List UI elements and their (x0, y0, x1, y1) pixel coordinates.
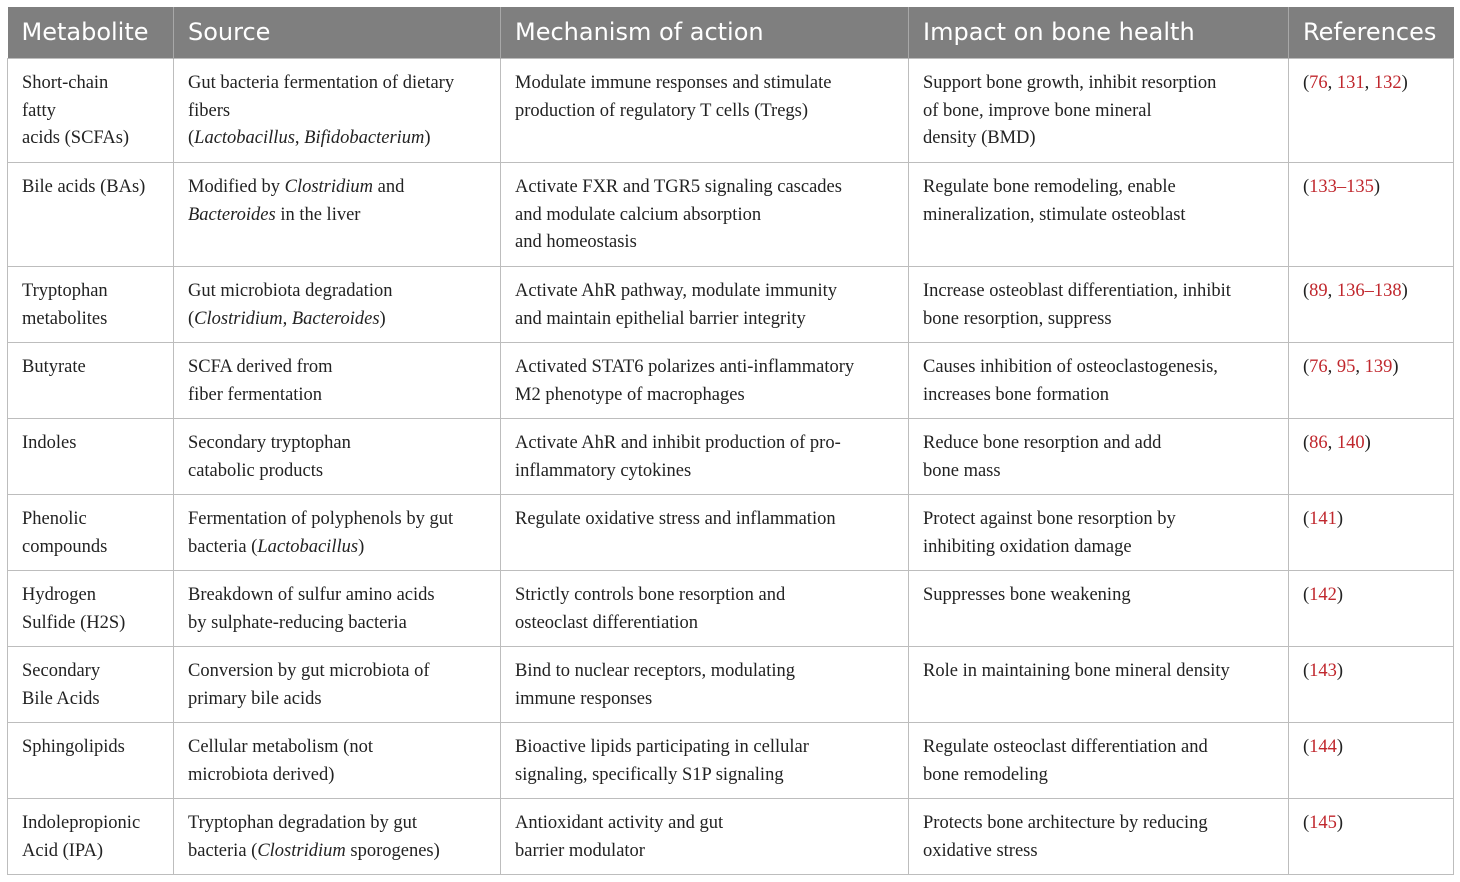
impact-line: mineralization, stimulate osteoblast (923, 204, 1186, 225)
cell-metabolite (8, 267, 174, 343)
cell-impact (909, 571, 1289, 647)
reference-link[interactable]: 142 (1309, 585, 1337, 605)
mechanism-line: Activated STAT6 polarizes anti-inflammatory (515, 357, 855, 377)
reference-link[interactable]: 144 (1309, 737, 1337, 757)
table-row (8, 343, 1454, 419)
source-line (188, 202, 492, 230)
impact-line: bone resorption, suppress (923, 308, 1112, 329)
cell-impact (909, 267, 1289, 343)
cell-mechanism (501, 495, 909, 571)
cell-mechanism (501, 571, 909, 647)
reference-link[interactable]: 133–135 (1309, 177, 1374, 197)
metabolite-line: acids (SCFAs) (22, 128, 130, 148)
impact-line: inhibiting oxidation damage (923, 536, 1132, 557)
ref-separator: , (1355, 357, 1365, 377)
cell-source (174, 799, 501, 875)
paren-open: ( (1303, 737, 1310, 757)
cell-metabolite (8, 799, 174, 875)
mechanism-line: Strictly controls bone resorption and (515, 585, 786, 605)
taxon-name: Bifidobacterium (304, 128, 425, 148)
source-text: microbiota derived) (188, 764, 335, 785)
source-line (188, 430, 492, 458)
impact-line: bone mass (923, 460, 1001, 481)
cell-metabolite (8, 647, 174, 723)
mechanism-line: immune responses (515, 688, 653, 709)
table-body (8, 59, 1454, 875)
mechanism-line: Bioactive lipids participating in cellular (515, 737, 809, 757)
source-text: SCFA derived from (188, 357, 333, 377)
mechanism-line: Activate AhR pathway, modulate immunity (515, 281, 837, 301)
mechanism-line: production of regulatory T cells (Tregs) (515, 100, 809, 121)
cell-source (174, 163, 501, 267)
metabolite-line: compounds (22, 536, 108, 557)
source-line (188, 810, 492, 838)
taxon-name: Lactobacillus (194, 128, 295, 148)
metabolite-line: Phenolic (22, 509, 87, 529)
impact-line: increases bone formation (923, 384, 1109, 405)
cell-mechanism (501, 647, 909, 723)
metabolite-line: Short-chain (22, 73, 109, 93)
mechanism-line: Regulate oxidative stress and inflammation (515, 509, 836, 529)
metabolite-line: Sphingolipids (22, 737, 125, 757)
impact-line: Regulate osteoclast differentiation and (923, 737, 1208, 757)
source-text: fiber fermentation (188, 384, 323, 405)
mechanism-line: osteoclast differentiation (515, 612, 699, 633)
source-line (188, 382, 492, 410)
mechanism-line: Activate AhR and inhibit production of pro- (515, 433, 841, 453)
cell-references (1289, 59, 1454, 163)
cell-impact (909, 799, 1289, 875)
source-line (188, 762, 492, 790)
source-text: sporogenes) (345, 840, 440, 861)
cell-source (174, 343, 501, 419)
cell-references (1289, 343, 1454, 419)
mechanism-line: Modulate immune responses and stimulate (515, 73, 832, 93)
paren-open: ( (1303, 585, 1310, 605)
ref-separator: , (1327, 281, 1337, 301)
cell-metabolite (8, 723, 174, 799)
cell-source (174, 647, 501, 723)
taxon-name: Bacteroides (188, 204, 276, 225)
source-text: bacteria ( (188, 840, 258, 861)
mechanism-line: and homeostasis (515, 232, 637, 252)
impact-line: Support bone growth, inhibit resorption (923, 73, 1217, 93)
source-text: fibers (188, 100, 231, 121)
metabolite-line: Sulfide (H2S) (22, 612, 126, 633)
reference-link[interactable]: 132 (1373, 73, 1402, 93)
metabolite-line: Secondary (22, 661, 101, 681)
source-line (188, 658, 492, 686)
reference-link[interactable]: 86 (1309, 433, 1328, 453)
source-text: Conversion by gut microbiota of (188, 661, 430, 681)
impact-line: Protect against bone resorption by (923, 509, 1176, 529)
taxon-name: Clostridium (284, 177, 374, 197)
source-line (188, 582, 492, 610)
cell-source (174, 419, 501, 495)
mechanism-line: Bind to nuclear receptors, modulating (515, 661, 795, 681)
source-text: Gut bacteria fermentation of dietary (188, 73, 455, 93)
table-row (8, 163, 1454, 267)
impact-line: of bone, improve bone mineral (923, 100, 1152, 121)
source-line (188, 278, 492, 306)
cell-source (174, 495, 501, 571)
impact-line: oxidative stress (923, 840, 1038, 861)
cell-source (174, 571, 501, 647)
metabolite-line: Butyrate (22, 357, 86, 377)
cell-metabolite (8, 495, 174, 571)
cell-metabolite (8, 419, 174, 495)
mechanism-line: signaling, specifically S1P signaling (515, 764, 784, 785)
source-line (188, 610, 492, 638)
cell-mechanism (501, 163, 909, 267)
source-text: Tryptophan degradation by gut (188, 813, 418, 833)
reference-link[interactable]: 141 (1309, 509, 1337, 529)
source-text: in the liver (275, 204, 361, 225)
metabolite-line: Bile acids (BAs) (22, 177, 146, 197)
table-row (8, 647, 1454, 723)
source-line (188, 125, 492, 153)
paren-close: ) (1336, 585, 1344, 605)
table-row (8, 571, 1454, 647)
source-text: Breakdown of sulfur amino acids (188, 585, 435, 605)
cell-mechanism (501, 799, 909, 875)
cell-impact (909, 163, 1289, 267)
paren-close: ) (1336, 813, 1344, 833)
paren-close: ) (1336, 737, 1344, 757)
paren-open: ( (1303, 281, 1310, 301)
metabolites-table (7, 7, 1454, 875)
source-text: Gut microbiota degradation (188, 281, 393, 301)
source-text: catabolic products (188, 460, 324, 481)
paren-open: ( (1303, 661, 1310, 681)
cell-mechanism (501, 267, 909, 343)
impact-line: Suppresses bone weakening (923, 585, 1131, 605)
reference-link[interactable]: 140 (1336, 433, 1365, 453)
header-source: Source (174, 7, 501, 59)
ref-separator: , (1364, 73, 1374, 93)
mechanism-line: M2 phenotype of macrophages (515, 384, 745, 405)
impact-line: Reduce bone resorption and add (923, 433, 1162, 453)
cell-source (174, 267, 501, 343)
source-text: ) (358, 536, 365, 557)
source-line (188, 354, 492, 382)
metabolite-line: metabolites (22, 308, 108, 329)
source-text: , (282, 308, 292, 329)
paren-open: ( (1303, 509, 1310, 529)
paren-open: ( (1303, 813, 1310, 833)
table-row (8, 267, 1454, 343)
reference-link[interactable]: 76 (1309, 357, 1328, 377)
reference-link[interactable]: 136–138 (1336, 281, 1402, 301)
table-row (8, 495, 1454, 571)
source-text: and (373, 177, 405, 197)
cell-mechanism (501, 343, 909, 419)
impact-line: density (BMD) (923, 128, 1036, 148)
cell-source (174, 59, 501, 163)
header-mechanism: Mechanism of action (501, 7, 909, 59)
taxon-name: Bacteroides (291, 308, 380, 329)
metabolite-line: fatty (22, 100, 56, 121)
source-text: ) (424, 128, 431, 148)
paren-close: ) (1336, 509, 1344, 529)
paren-close: ) (1336, 661, 1344, 681)
cell-references (1289, 723, 1454, 799)
metabolite-line: Acid (IPA) (22, 840, 104, 861)
source-line (188, 734, 492, 762)
cell-references (1289, 419, 1454, 495)
reference-link[interactable]: 95 (1336, 357, 1356, 377)
source-line (188, 306, 492, 334)
cell-mechanism (501, 59, 909, 163)
mechanism-line: inflammatory cytokines (515, 460, 692, 481)
header-impact: Impact on bone health (909, 7, 1289, 59)
cell-references (1289, 163, 1454, 267)
source-text: ( (188, 128, 195, 148)
cell-mechanism (501, 419, 909, 495)
impact-line: Regulate bone remodeling, enable (923, 177, 1176, 197)
taxon-name: Lactobacillus (257, 536, 359, 557)
metabolite-line: Indoles (22, 433, 77, 453)
cell-metabolite (8, 343, 174, 419)
cell-impact (909, 343, 1289, 419)
metabolite-line: Hydrogen (22, 585, 96, 605)
cell-references (1289, 495, 1454, 571)
cell-metabolite (8, 571, 174, 647)
paren-close: ) (1373, 177, 1381, 197)
cell-impact (909, 647, 1289, 723)
table-row (8, 419, 1454, 495)
reference-link[interactable]: 145 (1309, 813, 1337, 833)
source-line (188, 506, 492, 534)
cell-references (1289, 267, 1454, 343)
source-text: ) (379, 308, 386, 329)
source-line (188, 174, 492, 202)
reference-link[interactable]: 139 (1364, 357, 1393, 377)
table-row (8, 59, 1454, 163)
paren-open: ( (1303, 357, 1310, 377)
metabolite-line: Indolepropionic (22, 813, 141, 833)
source-line (188, 534, 492, 562)
cell-source (174, 723, 501, 799)
source-text: Cellular metabolism (not (188, 737, 373, 757)
header-row (8, 7, 1454, 59)
table-row (8, 723, 1454, 799)
ref-separator: , (1327, 433, 1337, 453)
cell-impact (909, 419, 1289, 495)
impact-line: Protects bone architecture by reducing (923, 813, 1208, 833)
cell-mechanism (501, 723, 909, 799)
source-text: by sulphate-reducing bacteria (188, 612, 407, 633)
source-line (188, 838, 492, 866)
paren-open: ( (1303, 433, 1310, 453)
taxon-name: Clostridium (257, 840, 346, 861)
source-line (188, 98, 492, 126)
reference-link[interactable]: 143 (1309, 661, 1337, 681)
source-line (188, 70, 492, 98)
reference-link[interactable]: 76 (1309, 73, 1328, 93)
cell-impact (909, 723, 1289, 799)
impact-line: Causes inhibition of osteoclastogenesis, (923, 357, 1218, 377)
cell-metabolite (8, 163, 174, 267)
cell-references (1289, 799, 1454, 875)
impact-line: bone remodeling (923, 764, 1048, 785)
source-text: Fermentation of polyphenols by gut (188, 509, 454, 529)
header-metabolite: Metabolite (8, 7, 174, 59)
metabolite-line: Tryptophan (22, 281, 108, 301)
mechanism-line: barrier modulator (515, 840, 645, 861)
reference-link[interactable]: 131 (1336, 73, 1365, 93)
mechanism-line: Antioxidant activity and gut (515, 813, 724, 833)
source-text: bacteria ( (188, 536, 258, 557)
source-text: primary bile acids (188, 688, 322, 709)
impact-line: Role in maintaining bone mineral density (923, 661, 1230, 681)
cell-impact (909, 495, 1289, 571)
paren-close: ) (1392, 357, 1399, 377)
impact-line: Increase osteoblast differentiation, inhibit (923, 281, 1231, 301)
paren-close: ) (1401, 73, 1408, 93)
ref-separator: , (1327, 357, 1337, 377)
source-line (188, 458, 492, 486)
source-text: Secondary tryptophan (188, 433, 351, 453)
mechanism-line: Activate FXR and TGR5 signaling cascades (515, 177, 842, 197)
cell-metabolite (8, 59, 174, 163)
source-text: , (294, 128, 305, 148)
cell-impact (909, 59, 1289, 163)
paren-open: ( (1303, 73, 1310, 93)
mechanism-line: and maintain epithelial barrier integrity (515, 308, 806, 329)
reference-link[interactable]: 89 (1309, 281, 1328, 301)
paren-close: ) (1364, 433, 1371, 453)
table-row (8, 799, 1454, 875)
taxon-name: Clostridium (194, 308, 283, 329)
cell-references (1289, 571, 1454, 647)
source-text: ( (188, 308, 195, 329)
ref-separator: , (1327, 73, 1337, 93)
header-references: References (1289, 7, 1454, 59)
paren-open: ( (1303, 177, 1310, 197)
cell-references (1289, 647, 1454, 723)
source-text: Modified by (188, 177, 285, 197)
metabolite-line: Bile Acids (22, 688, 100, 709)
paren-close: ) (1401, 281, 1408, 301)
mechanism-line: and modulate calcium absorption (515, 204, 762, 225)
source-line (188, 686, 492, 714)
